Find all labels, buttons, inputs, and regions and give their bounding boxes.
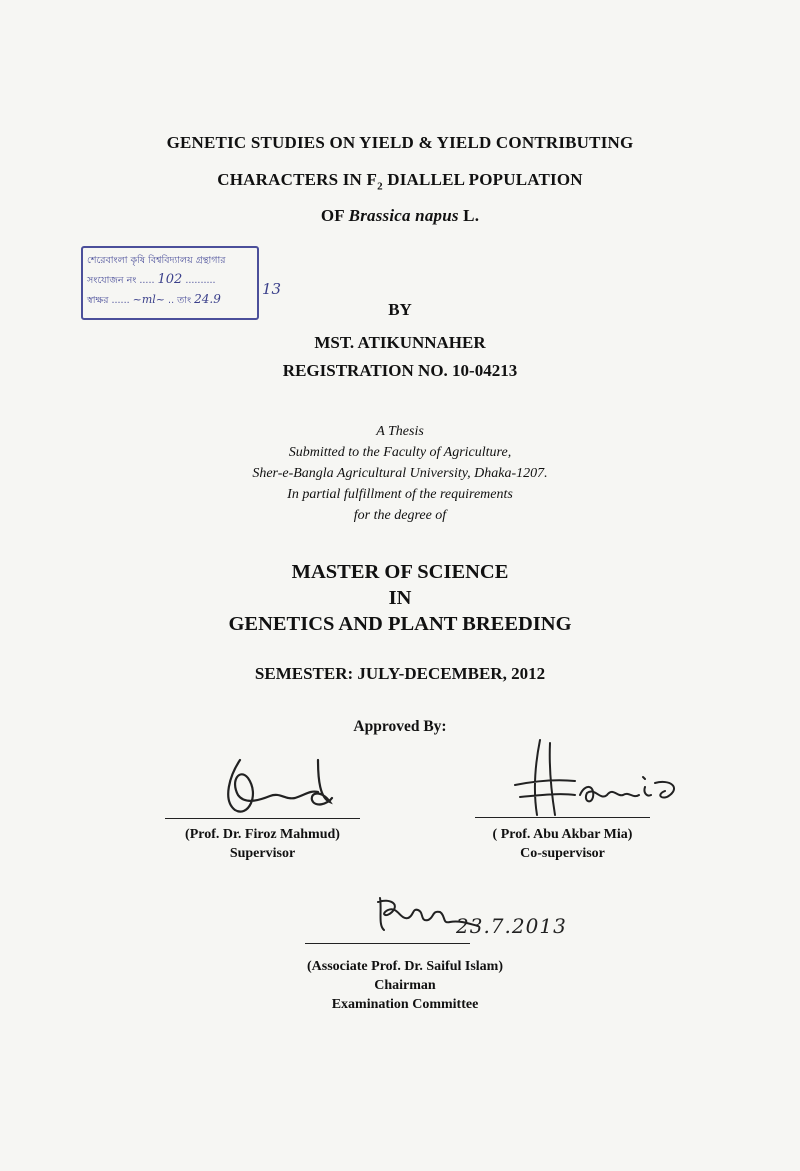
approved-by-label: Approved By: <box>353 718 447 735</box>
chairman-role: Chairman <box>374 978 436 993</box>
submission-line-1: A Thesis <box>376 424 424 439</box>
degree-line-3: GENETICS AND PLANT BREEDING <box>228 613 572 635</box>
degree-line-1: MASTER OF SCIENCE <box>291 561 509 583</box>
stamp-library-name: শেরেবাংলা কৃষি বিশ্ববিদ্যালয় গ্রন্থাগার <box>87 255 226 266</box>
co-supervisor-signature <box>495 735 695 825</box>
registration-number: REGISTRATION NO. 10-04213 <box>282 361 518 380</box>
supervisor-role: Supervisor <box>229 846 296 861</box>
submission-line-4: In partial fulfillment of the requirements <box>287 487 513 502</box>
by-label: BY <box>388 300 412 319</box>
submission-line-3: Sher-e-Bangla Agricultural University, Dhaka-1207. <box>252 466 548 481</box>
species-name: Brassica napus <box>348 206 459 225</box>
semester: SEMESTER: JULY-DECEMBER, 2012 <box>254 664 546 683</box>
stamp-signature-row: স্বাক্ষর ...... ~ml~ .. তাং 24.9 <box>87 292 221 306</box>
submission-line-2: Submitted to the Faculty of Agriculture, <box>288 445 512 460</box>
submission-line-5: for the degree of <box>353 508 447 523</box>
thesis-title-line-3: OF Brassica napus L. <box>320 206 480 225</box>
thesis-title-line-1: GENETIC STUDIES ON YIELD & YIELD CONTRIBUTING <box>166 133 634 152</box>
submission-statement <box>0 421 800 526</box>
supervisor-signature <box>200 740 350 825</box>
chairman-handwritten-date: 23.7.2013 <box>456 914 567 938</box>
co-supervisor-role: Co-supervisor <box>520 846 605 861</box>
supervisor-signature-line <box>165 818 360 819</box>
examination-committee: Examination Committee <box>331 997 479 1012</box>
co-supervisor-signature-line <box>475 817 650 818</box>
thesis-title-line-2: CHARACTERS IN $F_2$ DIALLEL POPULATION <box>217 170 583 193</box>
degree-line-2: IN <box>388 587 412 609</box>
stamp-side-mark: 13 <box>262 280 282 298</box>
stamp-accession-row: সংযোজন নং ..... 102 .......... <box>87 272 216 287</box>
co-supervisor-name: ( Prof. Abu Akbar Mia) <box>492 827 633 842</box>
author-name: MST. ATIKUNNAHER <box>314 333 486 352</box>
chairman-signature-line <box>305 943 470 944</box>
supervisor-name: (Prof. Dr. Firoz Mahmud) <box>185 827 340 842</box>
chairman-name: (Associate Prof. Dr. Saiful Islam) <box>307 959 503 974</box>
